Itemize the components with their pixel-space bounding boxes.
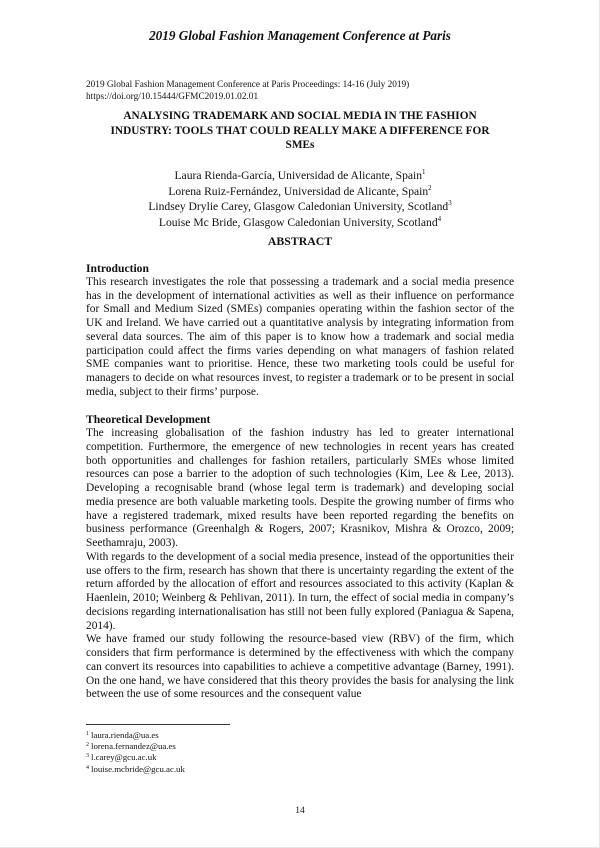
proceedings-info bbox=[86, 80, 409, 103]
page-number: 14 bbox=[295, 806, 305, 816]
footnote-number: 4 bbox=[86, 764, 89, 771]
footnote-marker[interactable]: 4 bbox=[437, 214, 442, 223]
footnote bbox=[86, 730, 185, 741]
footnote-marker[interactable]: 2 bbox=[428, 183, 432, 192]
footnote-marker[interactable]: 3 bbox=[448, 199, 452, 207]
footnote-number: 2 bbox=[86, 742, 89, 749]
footnote-email[interactable]: louise.mcbride@gcu.ac.uk bbox=[91, 763, 185, 774]
abstract-heading: ABSTRACT bbox=[267, 234, 333, 248]
proceedings-citation: 2019 Global Fashion Management Conference at Paris Proceedings: 14-16 (July 2019) bbox=[86, 80, 410, 90]
author-name: Lorena Ruiz-Fernández, Universidad de Alicante, Spain bbox=[168, 184, 429, 198]
abstract-body bbox=[86, 262, 514, 702]
running-head: 2019 Global Fashion Management Conference at Paris bbox=[149, 28, 451, 43]
author-name: Laura Rienda-García, Universidad de Alicante, Spain bbox=[174, 169, 423, 182]
paper-title bbox=[60, 109, 540, 153]
author bbox=[60, 215, 540, 231]
title-line: INDUSTRY: TOOLS THAT COULD REALLY MAKE A DIFFERENCE FOR bbox=[110, 124, 490, 137]
section-heading-introduction: Introduction bbox=[86, 262, 149, 275]
paragraph: We have framed our study following the resource-based view (RBV) of the firm, which considers that firm performance is determined by the effectiveness with which the company can convert its resources into capabilities to achieve a competitive advantage (Barney, 1991). On the one hand, we have considered that this theory provides the basis for analysing the link between the use of some resources and the consequent value bbox=[86, 633, 514, 701]
paragraph: With regards to the development of a social media presence, instead of the opportunities their use offers to the firm, research has shown that there is uncertainty regarding the extent of the return afforded by the allocation of effort and resources associated to this activity (Kaplan & Haenlein, 2010; Weinberg & Pehlivan, 2011). In turn, the effect of social media in company’s decisions regarding internationalisation has still not been fully explored (Paniagua & Sapena, 2014). bbox=[86, 550, 514, 632]
footnotes bbox=[86, 730, 185, 775]
paragraph: The increasing globalisation of the fashion industry has led to greater international competition. Furthermore, the emergence of new technologies in recent years has created both opportunities and challenges for fashion retailers, particularly SMEs whose limited resources can pose a barrier to the adoption of such technologies (Kim, Lee & Lee, 2013). Developing a recognisable brand (whose legal term is trademark) and developing social media presence are both valuable marketing tools. Despite the growing number of firms who have a registered trademark, mixed results have been reported regarding the benefits on business performance (Greenhalgh & Rogers, 2007; Krasnikov, Mishra & Orozco, 2009; Seethamraju, 2003). bbox=[86, 427, 514, 549]
footnote-marker[interactable]: 1 bbox=[422, 168, 426, 176]
footnote-email[interactable]: l.carey@gcu.ac.uk bbox=[91, 752, 157, 763]
doi-link[interactable]: https://doi.org/10.15444/GFMC2019.01.02.01 bbox=[86, 91, 259, 102]
footnote-email[interactable]: lorena.fernandez@ua.es bbox=[91, 741, 176, 752]
author bbox=[60, 199, 540, 215]
title-line: ANALYSING TRADEMARK AND SOCIAL MEDIA IN THE FASHION bbox=[123, 110, 477, 122]
author-list bbox=[60, 168, 540, 230]
footnote-divider bbox=[86, 724, 230, 725]
author-name: Louise Mc Bride, Glasgow Caledonian University, Scotland bbox=[158, 215, 438, 229]
title-line: SMEs bbox=[285, 139, 315, 152]
footnote-email[interactable]: laura.rienda@ua.es bbox=[91, 730, 159, 740]
footnote bbox=[86, 764, 185, 775]
footnote-number: 3 bbox=[86, 753, 89, 760]
author-name: Lindsey Drylie Carey, Glasgow Caledonian University, Scotland bbox=[148, 200, 449, 213]
section-heading-theoretical-development: Theoretical Development bbox=[86, 413, 211, 427]
footnote-number: 1 bbox=[86, 731, 89, 737]
paragraph-gap bbox=[86, 400, 514, 414]
footnote bbox=[86, 752, 185, 763]
author bbox=[60, 184, 540, 200]
footnote bbox=[86, 741, 185, 752]
author bbox=[60, 168, 540, 184]
paragraph: This research investigates the role that possessing a trademark and a social media presence has in the development of international activities as well as their influence on performance for Small and Medium Sized (SMEs) companies operating within the fashion sector of the UK and Ireland. We have carried out a quantitative analysis by integrating information from several data sources. The aim of this paper is to know how a trademark and social media participation could affect the firms varies depending on what managers of fashion related SME companies want to prioritise. Hence, these two marketing tools could be useful for managers to decide on what resources invest, to register a trademark or to be present in social media, subject to their firms’ purpose. bbox=[86, 275, 514, 398]
